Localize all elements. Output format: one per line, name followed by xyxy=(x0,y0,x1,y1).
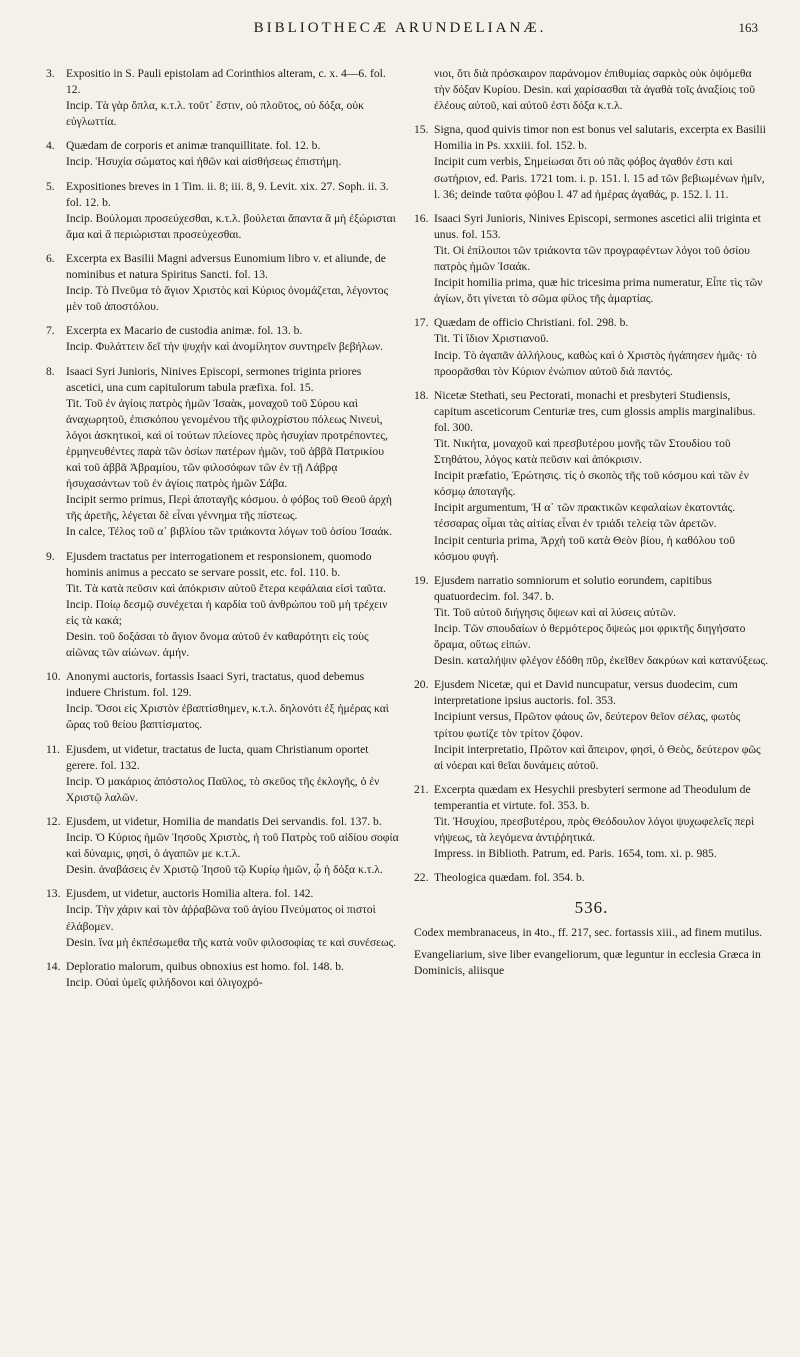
catalog-entry xyxy=(46,138,401,170)
codex-description: Codex membranaceus, in 4to., ff. 217, sec. fortassis xiii., ad finem mutilus. xyxy=(414,925,763,939)
entry-detail: Tit. Τί ἴδιον Χριστιανοῦ. xyxy=(434,332,549,346)
entry-number: 7. xyxy=(46,324,55,338)
entry-detail: Incipit cum verbis, Σημείωσαι ὅτι οὐ πᾶς φόβος ἀγαθόν ἐστι καὶ σωτήριον, ed. Paris. 1721 tom. i. p. 151. l. 15 ad τῶν βεβιωμένων ἡμῖν, l. 36; deinde ταῦτα φόβου l. 47 ad ἡμέρας ἀγαθάς, p. 152. l. 11. xyxy=(434,155,765,201)
entry-detail: Tit. Νικήτα, μοναχοῦ καὶ πρεσβυτέρου μονῆς τῶν Στουδίου τοῦ Στηθάτου, λόγος κατὰ πεῦσιν καὶ ἀπόκρισιν. xyxy=(434,436,731,467)
entry-description: Isaaci Syri Junioris, Ninives Episcopi, sermones triginta priores ascetici, una cum capitulorum tabula præfixa. fol. 15. xyxy=(66,364,362,394)
entry-description: Quædam de corporis et animæ tranquillitate. fol. 12. b. xyxy=(66,139,321,153)
entry-detail: Incip. Οὐαὶ ὑμεῖς φιλήδονοι καὶ ὀλιγοχρό- xyxy=(66,975,263,989)
entry-description: Ejusdem, ut videtur, Homilia de mandatis Dei servandis. fol. 137. b. xyxy=(66,814,382,828)
entry-number: 14. xyxy=(46,959,61,973)
entry-detail: Incip. Τὸ Πνεῦμα τὸ ἅγιον Χριστὸς καὶ Κύριος ὀνομάζεται, λέγοντος μὲν τοῦ ἀποστόλου. xyxy=(66,284,389,314)
entry-detail: Desin. καταλήψιν φλέγον ἐδόθη πῦρ, ἐκεῖθεν δακρύων καὶ κατανύξεως. xyxy=(434,654,769,668)
entry-description: Ejusdem, ut videtur, tractatus de lucta, quam Christianum oportet gerere. fol. 132. xyxy=(66,742,369,772)
entry-description: Expositio in S. Pauli epistolam ad Corinthios alteram, c. x. 4—6. fol. 12. xyxy=(66,67,386,97)
entry-detail: Incipit centuria prima, Ἀρχὴ τοῦ κατὰ Θεὸν βίου, ἡ καθόλου τοῦ κόσμου φυγή. xyxy=(434,533,735,563)
catalog-entry xyxy=(46,669,401,733)
entry-description: Quædam de officio Christiani. fol. 298. b. xyxy=(434,316,629,330)
catalog-entry xyxy=(414,573,769,670)
entry-detail: Incip. Ὁ Κύριος ἡμῶν Ἰησοῦς Χριστὸς, ἡ τοῦ Πατρὸς τοῦ αἰδίου σοφία καὶ δύναμις, φησὶ, ὁ ἀγαπῶν με κ.τ.λ. xyxy=(66,831,399,861)
entry-description: Ejusdem, ut videtur, auctoris Homilia altera. fol. 142. xyxy=(66,887,314,901)
catalog-entry xyxy=(414,315,769,379)
entry-number: 9. xyxy=(46,549,55,563)
entry-detail: Incip. Φυλάττειν δεῖ τὴν ψυχὴν καὶ ἀνομίλητον συντηρεῖν βεβήλων. xyxy=(66,340,383,354)
entry-detail: Incip. Τὸ ἀγαπᾶν ἀλλήλους, καθὼς καὶ ὁ Χριστὸς ἠγάπησεν ἡμᾶς· τὸ προορᾶσθαι τὸν Κύριον ἐνώπιον αὐτοῦ διὰ παντός. xyxy=(434,348,757,378)
entry-detail: Desin. ἵνα μὴ ἐκπέσωμεθα τῆς κατὰ νοῦν φιλοσοφίας τε καὶ συνέσεως. xyxy=(66,935,397,949)
page-number: 163 xyxy=(738,20,758,35)
entry-description: Nicetæ Stethati, seu Pectorati, monachi et presbyteri Studiensis, capitum asceticorum Centuriæ tres, cum glossis amplis marginalibus. fol. 300. xyxy=(434,388,756,434)
entry-description: Signa, quod quivis timor non est bonus vel salutaris, excerpta ex Basilii Homilia in Ps. xxxiii. fol. 152. b. xyxy=(434,123,766,153)
entry-description: Excerpta ex Macario de custodia animæ. fol. 13. b. xyxy=(66,324,303,338)
continuation-text xyxy=(414,66,769,114)
entry-number: 20. xyxy=(414,678,429,692)
entry-detail: Tit. Τοῦ ἐν ἁγίοις πατρὸς ἡμῶν Ἰσαὰκ, μοναχοῦ τοῦ Σύρου καὶ ἀναχωρητοῦ, ἐπισκόπου γενομένου τῆς φιλοχρίστου πόλεως Νινευὶ, λόγοι ἀσκητικοὶ, καὶ οἱ τούτων πλείονες πρὸς ἡσυχίαν προτρέποντες, ἑρμηνευθέντες παρὰ τῶν ὁσίων πατέρων ἡμῶν, τοῦ ἀββᾶ Πατρικίου καὶ τοῦ ἀββᾶ Ἀβραμίου, τῶν φιλοσόφων τῶν ἐν τῇ Λάβρᾳ ἡσυχασάντων τοῦ ἐν ἁγίοις πατρὸς ἡμῶν Σάβα. xyxy=(66,396,388,491)
catalog-entry xyxy=(46,814,401,878)
entry-detail: Incipit præfatio, Ἐρώτησις. τίς ὁ σκοπὸς τῆς τοῦ κόσμου καὶ τῶν ἐν κόσμῳ ἀποταγῆς. xyxy=(434,469,749,499)
entry-description: Ejusdem tractatus per interrogationem et responsionem, quomodo hominis animus a peccato se servare possit, etc. fol. 110. b. xyxy=(66,549,372,579)
entry-detail: Incip. Ὁ μακάριος ἀπόστολος Παῦλος, τὸ σκεῦος τῆς ἐκλογῆς, ὁ ἐν Χριστῷ λαλῶν. xyxy=(66,774,380,804)
entry-detail: Incip. Βούλομαι προσεύχεσθαι, κ.τ.λ. βούλεται ἅπαντα ἃ μὴ ἐξώρισται ἅμα καὶ ἃ περιώρισται προσεύχεσθαι. xyxy=(66,211,396,241)
entry-number: 8. xyxy=(46,364,55,378)
right-column xyxy=(414,66,769,985)
catalog-entry xyxy=(414,211,769,308)
entry-number: 5. xyxy=(46,179,55,193)
codex-content: Evangeliarium, sive liber evangeliorum, quæ leguntur in ecclesia Græca in Dominicis, aliisque xyxy=(414,947,761,977)
entry-number: 15. xyxy=(414,123,429,137)
right-entries xyxy=(414,122,769,886)
entry-number: 12. xyxy=(46,814,61,828)
catalog-entry xyxy=(46,364,401,541)
entry-description: Ejusdem Nicetæ, qui et David nuncupatur, versus duodecim, cum interpretatione ipsius auctoris. fol. 353. xyxy=(434,678,738,708)
catalog-entry xyxy=(414,388,769,565)
entry-detail: In calce, Τέλος τοῦ α᾽ βιβλίου τῶν τριάκοντα λόγων τοῦ ὁσίου Ἰσαάκ. xyxy=(66,525,393,539)
entry-detail: Incip. Τὰ γὰρ ὅπλα, κ.τ.λ. τοῦτ᾽ ἔστιν, οὐ πλοῦτος, οὐ δόξα, οὐκ εὐγλωττία. xyxy=(66,99,364,129)
catalog-entry xyxy=(46,742,401,806)
catalog-entry xyxy=(46,66,401,130)
entry-description: Deploratio malorum, quibus obnoxius est homo. fol. 148. b. xyxy=(66,959,344,973)
entry-detail: Tit. Οἱ ἐπίλοιποι τῶν τριάκοντα τῶν προγραφέντων λόγοι τοῦ ὁσίου πατρὸς ἡμῶν Ἰσαάκ. xyxy=(434,243,750,274)
catalog-entry xyxy=(414,677,769,774)
entry-detail: Incipit homilia prima, quæ hic tricesima prima numeratur, Εἶπε τὶς τῶν ἁγίων, ὅτι γίνεται τὸ σῶμα φίλος τῆς ἁμαρτίας. xyxy=(434,276,763,306)
entry-number: 6. xyxy=(46,251,55,265)
entry-description: Excerpta quædam ex Hesychii presbyteri sermone ad Theodulum de temperantia et virtute. fol. 353. b. xyxy=(434,782,751,812)
catalog-entry xyxy=(46,886,401,950)
entry-number: 3. xyxy=(46,67,55,80)
entry-description: Excerpta ex Basilii Magni adversus Eunomium libro v. et aliunde, de nominibus et natura Spiritus Sancti. fol. 13. xyxy=(66,251,386,282)
catalog-entry xyxy=(46,179,401,243)
catalog-entry xyxy=(46,251,401,315)
catalog-entry xyxy=(46,323,401,355)
entry-description: Theologica quædam. fol. 354. b. xyxy=(434,871,585,885)
entry-detail: Tit. Τοῦ αὐτοῦ διήγησις ὄψεων καὶ αἱ λύσεις αὐτῶν. xyxy=(434,605,676,619)
entry-description: Ejusdem narratio somniorum et solutio eorundem, capitibus quatuordecim. fol. 347. b. xyxy=(434,573,712,603)
entry-number: 21. xyxy=(414,782,429,796)
entry-detail: Incip. Τὴν χάριν καὶ τὸν ἀῤῥαβῶνα τοῦ ἁγίου Πνεύματος οἱ πιστοὶ ἐλάβομεν. xyxy=(66,903,376,933)
catalog-entry xyxy=(414,782,769,862)
entry-description: Anonymi auctoris, fortassis Isaaci Syri, tractatus, quod debemus induere Christum. fol. 129. xyxy=(66,670,365,700)
continuation-text-body: νιοι, ὅτι διὰ πρόσκαιρον παράνομον ἐπιθυμίας σαρκὸς οὐκ ὀψόμεθα τὴν δόξαν Κυρίου. Desin. καὶ χαρίσασθαι τὰ ἀγαθὰ τοῖς ἀναξίοις τοῦ ἐλέους αὐτοῦ, καὶ αὐτοῦ ἐστι δόξα κ.τ.λ. xyxy=(434,67,755,113)
entry-number: 16. xyxy=(414,211,429,225)
entry-detail: Incipiunt versus, Πρῶτον φάους ὤν, δεύτερον θεῖον σέλας, φωτὸς τρίτου φωτίζε τὸν τρίτον ζόφον. xyxy=(434,710,741,740)
entry-number: 13. xyxy=(46,887,61,901)
entry-detail: Incip. Τῶν σπουδαίων ὁ θερμότερος ὄψεώς μοι φρικτῆς διηγήσατο ὅραμα, οὕτως εἰπών. xyxy=(434,622,746,652)
entry-detail: Tit. Τὰ κατὰ πεῦσιν καὶ ἀπόκρισιν αὐτοῦ ἕτερα κεφάλαια εἰσὶ ταῦτα. xyxy=(66,581,386,595)
entry-detail: Incipit argumentum, Ἡ α᾽ τῶν πρακτικῶν κεφαλαίων ἑκατοντάς. τέσσαρας οἶμαι τὰς αἰτίας εἶναι ἐν τριάδι τελείᾳ τῶν ἀρετῶν. xyxy=(434,501,736,531)
entry-number: 11. xyxy=(46,742,61,756)
codex-number: 536. xyxy=(574,898,609,918)
entry-detail: Incip. Ὅσοι εἰς Χριστὸν ἐβαπτίσθημεν, κ.τ.λ. δηλονότι ἐξ ἡμέρας καὶ ὥρας τοῦ θείου βαπτίσματος. xyxy=(66,702,389,732)
catalog-entry xyxy=(414,122,769,202)
entry-number: 10. xyxy=(46,670,61,684)
catalog-entry xyxy=(46,959,401,991)
entry-number: 4. xyxy=(46,139,55,153)
entry-detail: Impress. in Biblioth. Patrum, ed. Paris. 1654, tom. xi. p. 985. xyxy=(434,847,717,861)
entry-detail: Incipit interpretatio, Πρῶτον καὶ ἄπειρον, φησὶ, ὁ Θεὸς, δεύτερον φῶς αἱ νόεραι καὶ θεῖαι δυνάμεις αὐτοῦ. xyxy=(434,742,761,772)
catalog-entry xyxy=(414,870,769,886)
entry-description: Expositiones breves in 1 Tim. ii. 8; iii. 8, 9. Levit. xix. 27. Soph. ii. 3. fol. 12. b. xyxy=(66,179,389,209)
entry-detail: Incipit sermo primus, Περὶ ἀποταγῆς κόσμου. ὁ φόβος τοῦ Θεοῦ ἀρχὴ τῆς ἀρετῆς, λέγεται δὲ εἶναι γέννημα τῆς πίστεως. xyxy=(66,493,392,523)
entry-detail: Desin. ἀναβάσεις ἐν Χριστῷ Ἰησοῦ τῷ Κυρίῳ ἡμῶν, ᾧ ἡ δόξα κ.τ.λ. xyxy=(66,863,383,877)
entry-detail: Incip. Ἡσυχία σώματος καὶ ἠθῶν καὶ αἰσθήσεως ἐπιστήμη. xyxy=(66,155,342,169)
entry-number: 18. xyxy=(414,388,429,402)
page-header xyxy=(0,20,800,44)
left-column xyxy=(46,66,401,999)
entry-number: 22. xyxy=(414,871,429,885)
entry-detail: Tit. Ἡσυχίου, πρεσβυτέρου, πρὸς Θεόδουλον λόγοι ψυχωφελεῖς περὶ νήψεως, τὰ λεγόμενα ἀντιῤῥητικά. xyxy=(434,815,755,845)
entry-number: 17. xyxy=(414,316,429,330)
catalog-entry xyxy=(46,549,401,662)
entry-detail: Incip. Ποίῳ δεσμῷ συνέχεται ἡ καρδία τοῦ ἀνθρώπου τοῦ μὴ τρέχειν εἰς τὰ κακά; xyxy=(66,597,388,627)
entry-description: Isaaci Syri Junioris, Ninives Episcopi, sermones ascetici alii triginta et unus. fol. 153. xyxy=(434,211,761,241)
entry-number: 19. xyxy=(414,573,429,587)
entry-detail: Desin. τοῦ δοξάσαι τὸ ἅγιον ὄνομα αὐτοῦ ἐν καθαρότητι εἰς τοὺς αἰῶνας τῶν αἰώνων. ἀμήν. xyxy=(66,630,369,660)
running-title: BIBLIOTHECÆ ARUNDELIANÆ. xyxy=(253,20,547,36)
